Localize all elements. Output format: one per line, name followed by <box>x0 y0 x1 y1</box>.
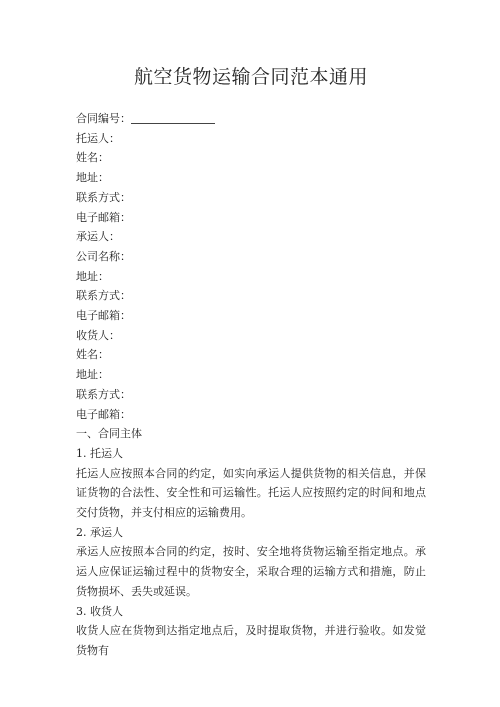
carrier-email-field: 电子邮箱： <box>76 309 131 323</box>
item-body-shipper: 托运人应按照本合同的约定，如实向承运人提供货物的相关信息，并保证货物的合法性、安全性和可运输性。托运人应按照约定的时间和地点交付货物，并支付相应的运输费用。 <box>76 466 426 520</box>
carrier-company-field: 公司名称： <box>76 249 131 263</box>
contract-number-blank[interactable] <box>131 111 215 124</box>
section-heading-parties: 一、合同主体 <box>76 427 142 441</box>
shipper-email-field: 电子邮箱： <box>76 210 131 224</box>
item-body-consignee: 收货人应在货物到达指定地点后，及时提取货物，并进行验收。如发觉货物有 <box>76 624 426 657</box>
carrier-heading: 承运人： <box>76 230 120 244</box>
consignee-name-field: 姓名： <box>76 348 109 362</box>
document-title: 航空货物运输合同范本通用 <box>133 66 368 88</box>
consignee-email-field: 电子邮箱： <box>76 407 131 421</box>
shipper-contact-field: 联系方式： <box>76 190 131 204</box>
shipper-heading: 托运人： <box>76 131 120 145</box>
item-title-consignee: 3. 收货人 <box>76 604 123 618</box>
item-title-shipper: 1. 托运人 <box>76 446 123 460</box>
contract-number-label: 合同编号： <box>76 112 131 125</box>
consignee-contact-field: 联系方式： <box>76 387 131 401</box>
item-title-carrier: 2. 承运人 <box>76 525 123 539</box>
carrier-address-field: 地址： <box>76 269 109 283</box>
shipper-address-field: 地址： <box>76 171 109 185</box>
carrier-contact-field: 联系方式： <box>76 289 131 303</box>
consignee-heading: 收货人： <box>76 328 120 342</box>
contract-number-line <box>76 109 426 129</box>
consignee-address-field: 地址： <box>76 368 109 382</box>
shipper-name-field: 姓名： <box>76 151 109 165</box>
item-body-carrier: 承运人应按照本合同的约定，按时、安全地将货物运输至指定地点。承运人应保证运输过程中的货物安全，采取合理的运输方式和措施，防止货物损坏、丢失或延误。 <box>76 545 426 598</box>
